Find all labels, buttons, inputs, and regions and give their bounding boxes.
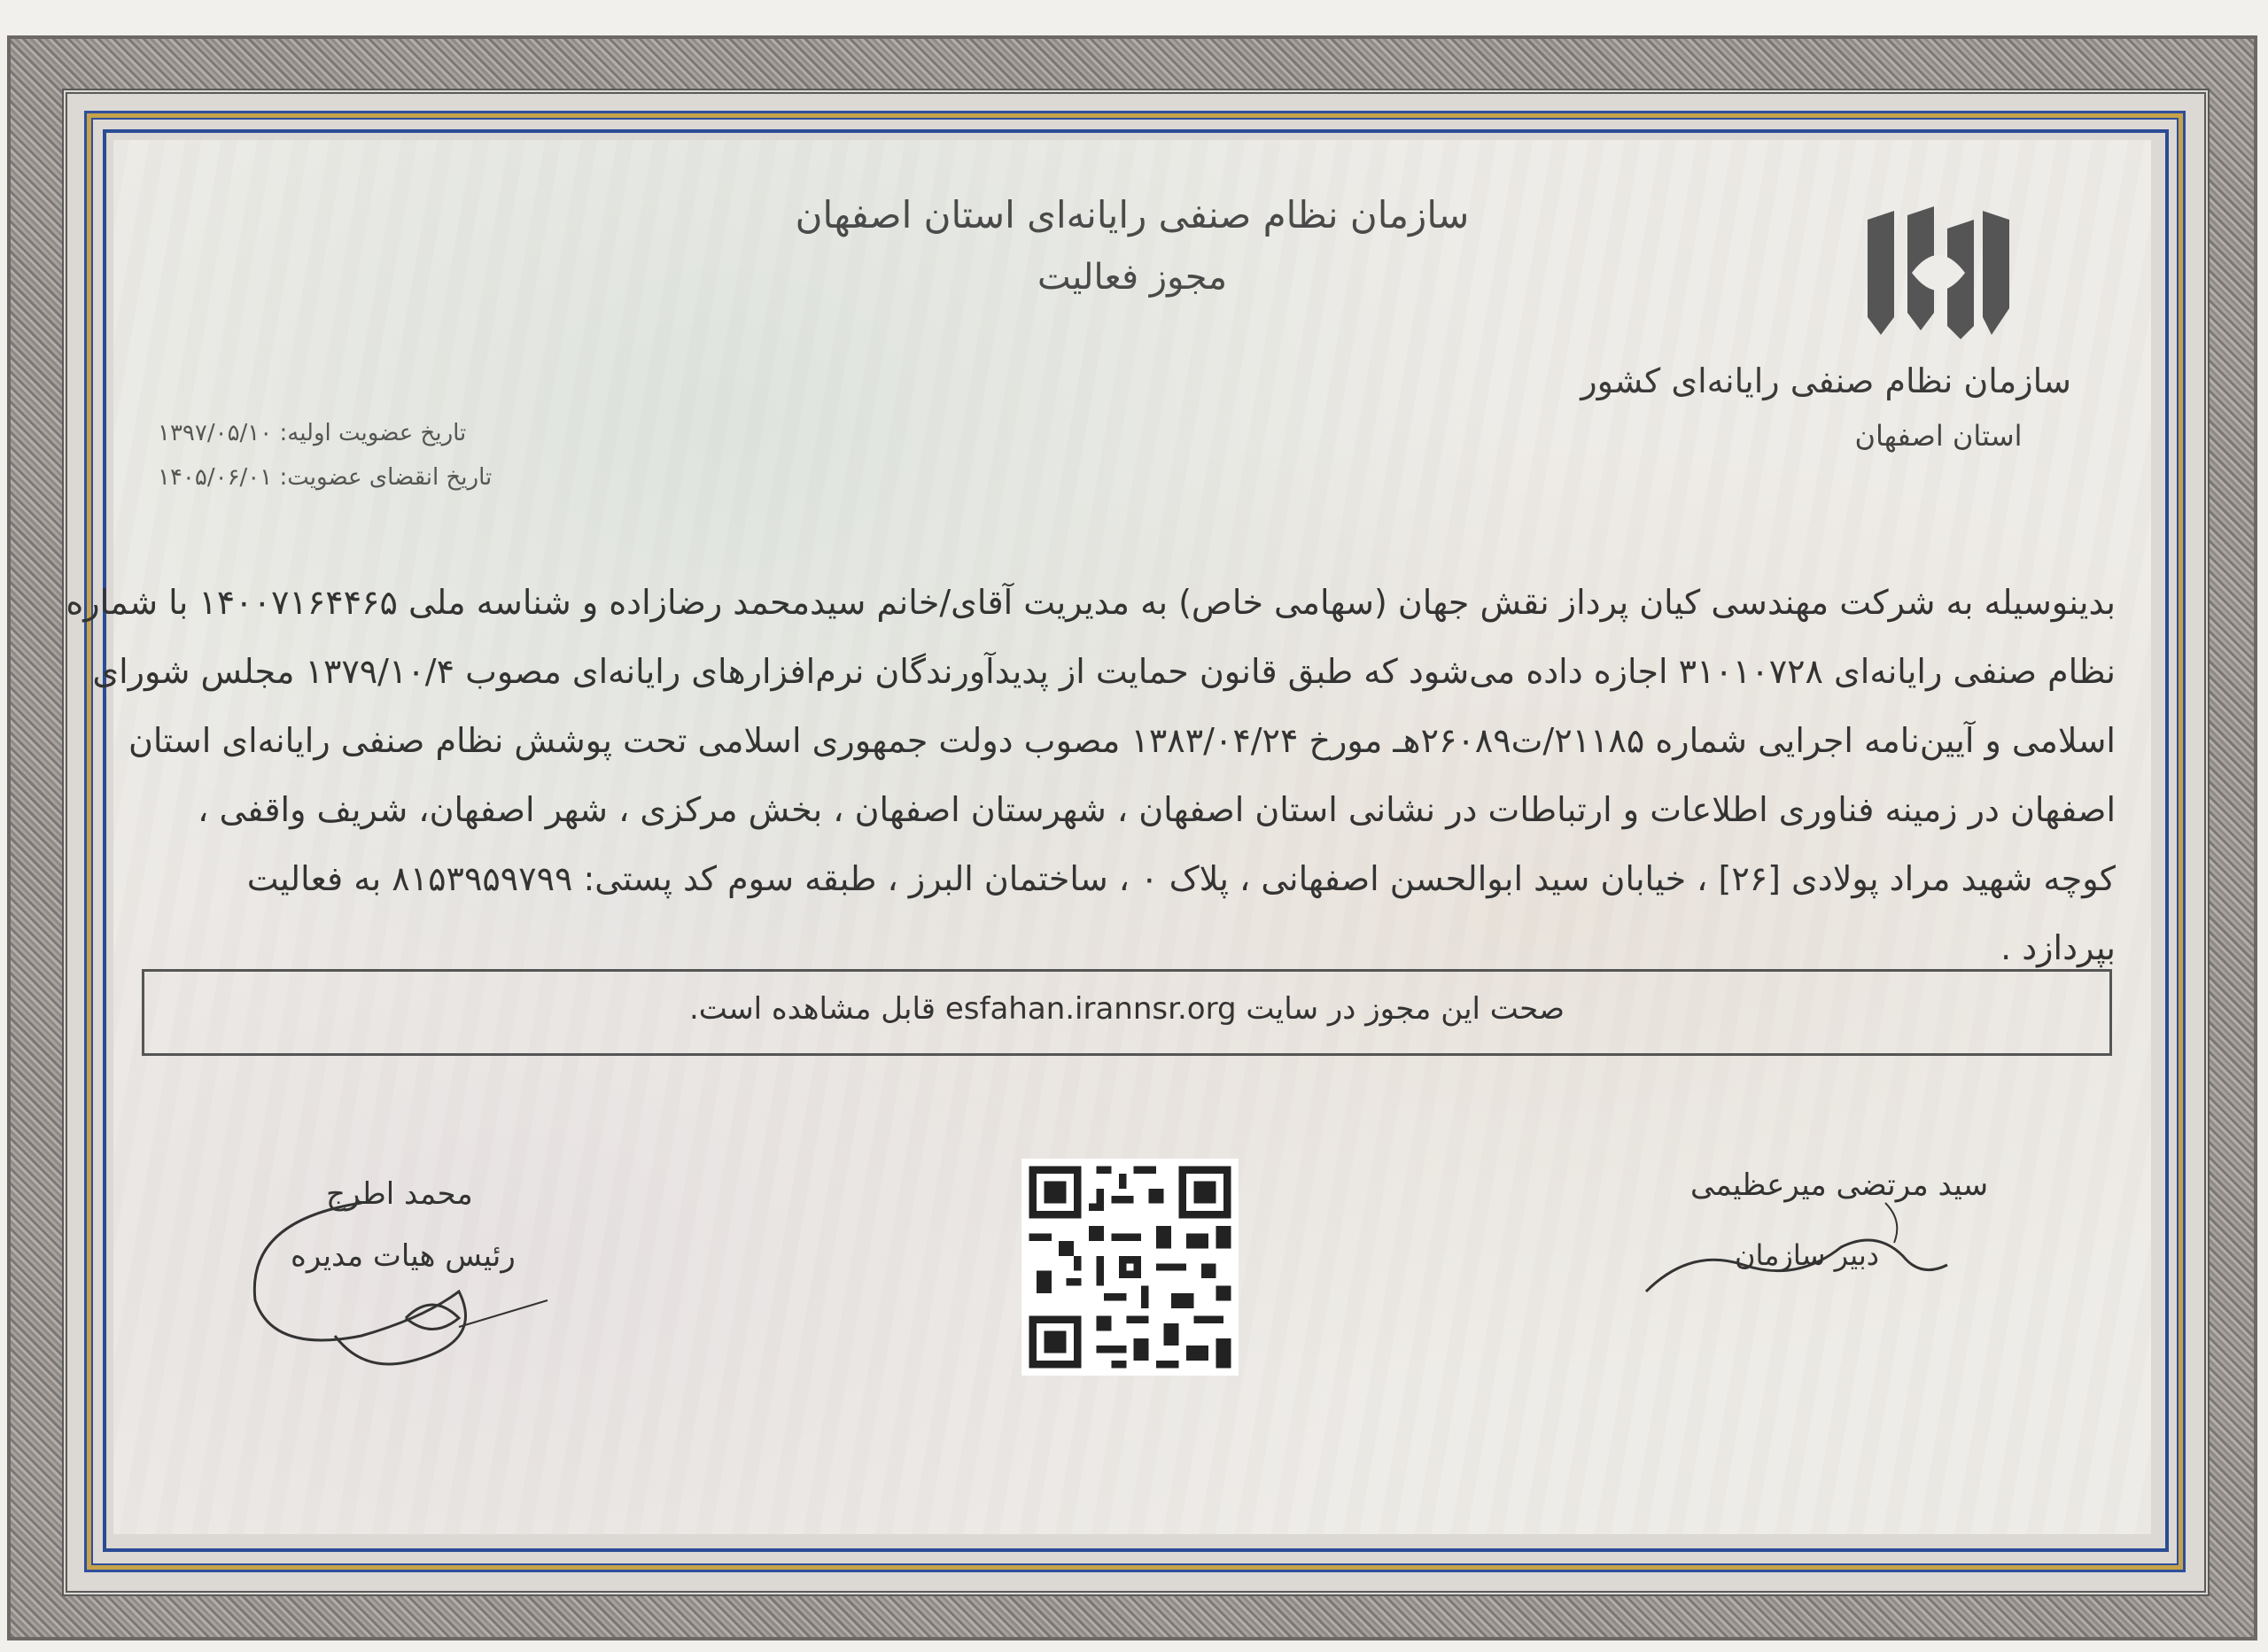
body-line-3: اسلامی و آیین‌نامه اجرایی شماره ۲۱۱۸۵/ت۲۶۰۸۹هـ مورخ ۱۳۸۳/۰۴/۲۴ مصوب دولت جمهوری اسلامی تحت پوشش نظام صنفی رایانه‌ای استان xyxy=(128,721,2116,760)
secretary-signature-icon xyxy=(1637,1194,1956,1309)
certificate-paper xyxy=(66,140,2151,1534)
body-line-6: بپردازد . xyxy=(2000,928,2116,967)
organization-logo xyxy=(1581,202,2071,468)
body-line-1: بدینوسیله به شرکت مهندسی کیان پرداز نقش جهان (سهامی خاص) به مدیریت آقای/خانم سیدمحمد رضازاده و شناسه ملی ۱۴۰۰۷۱۶۴۴۶۵ با شماره xyxy=(66,583,2116,622)
membership-end-date: تاریخ انقضای عضویت: ۱۴۰۵/۰۶/۰۱ xyxy=(158,464,493,491)
body-line-5: کوچه شهید مراد پولادی [۲۶] ، خیابان سید ابوالحسن اصفهانی ، پلاک ۰ ، ساختمان البرز ، طبقه سوم کد پستی: ۸۱۵۳۹۵۹۷۹۹ به فعالیت xyxy=(246,859,2116,898)
verification-text: صحت این مجوز در سایت esfahan.irannsr.org قابل مشاهده است. xyxy=(689,991,1565,1027)
logo-subtext: استان اصفهان xyxy=(1854,419,2023,453)
organization-title: سازمان نظام صنفی رایانه‌ای استان اصفهان xyxy=(795,193,1470,237)
body-line-4: اصفهان در زمینه فناوری اطلاعات و ارتباطات در نشانی استان اصفهان ، شهرستان اصفهان ، بخش مرکزی ، شهر اصفهان، شریف واقفی ، xyxy=(198,790,2116,829)
document-type-title: مجوز فعالیت xyxy=(1037,257,1228,298)
board-chairman-signature-icon xyxy=(229,1185,583,1380)
secretary-title: دبیر سازمان xyxy=(1735,1238,1880,1272)
qr-code-icon[interactable] xyxy=(1021,1159,1239,1376)
secretary-name: سید مرتضی میرعظیمی xyxy=(1690,1167,1989,1203)
verification-box xyxy=(142,969,2112,1056)
membership-start-date: تاریخ عضویت اولیه: ۱۳۹۷/۰۵/۱۰ xyxy=(158,420,467,446)
body-line-2: نظام صنفی رایانه‌ای ۳۱۰۱۰۷۲۸ اجازه داده می‌شود که طبق قانون حمایت از پدیدآورندگان نرم‌افزارهای رایانه‌ای مصوب ۱۳۷۹/۱۰/۴ مجلس شورای xyxy=(92,652,2116,691)
logo-text: سازمان نظام صنفی رایانه‌ای کشور xyxy=(1581,361,2071,400)
logo-emblem-icon xyxy=(1859,202,2018,344)
board-chairman-title: رئیس هیات مدیره xyxy=(291,1238,516,1274)
board-chairman-name: محمد اطرج xyxy=(326,1176,473,1212)
